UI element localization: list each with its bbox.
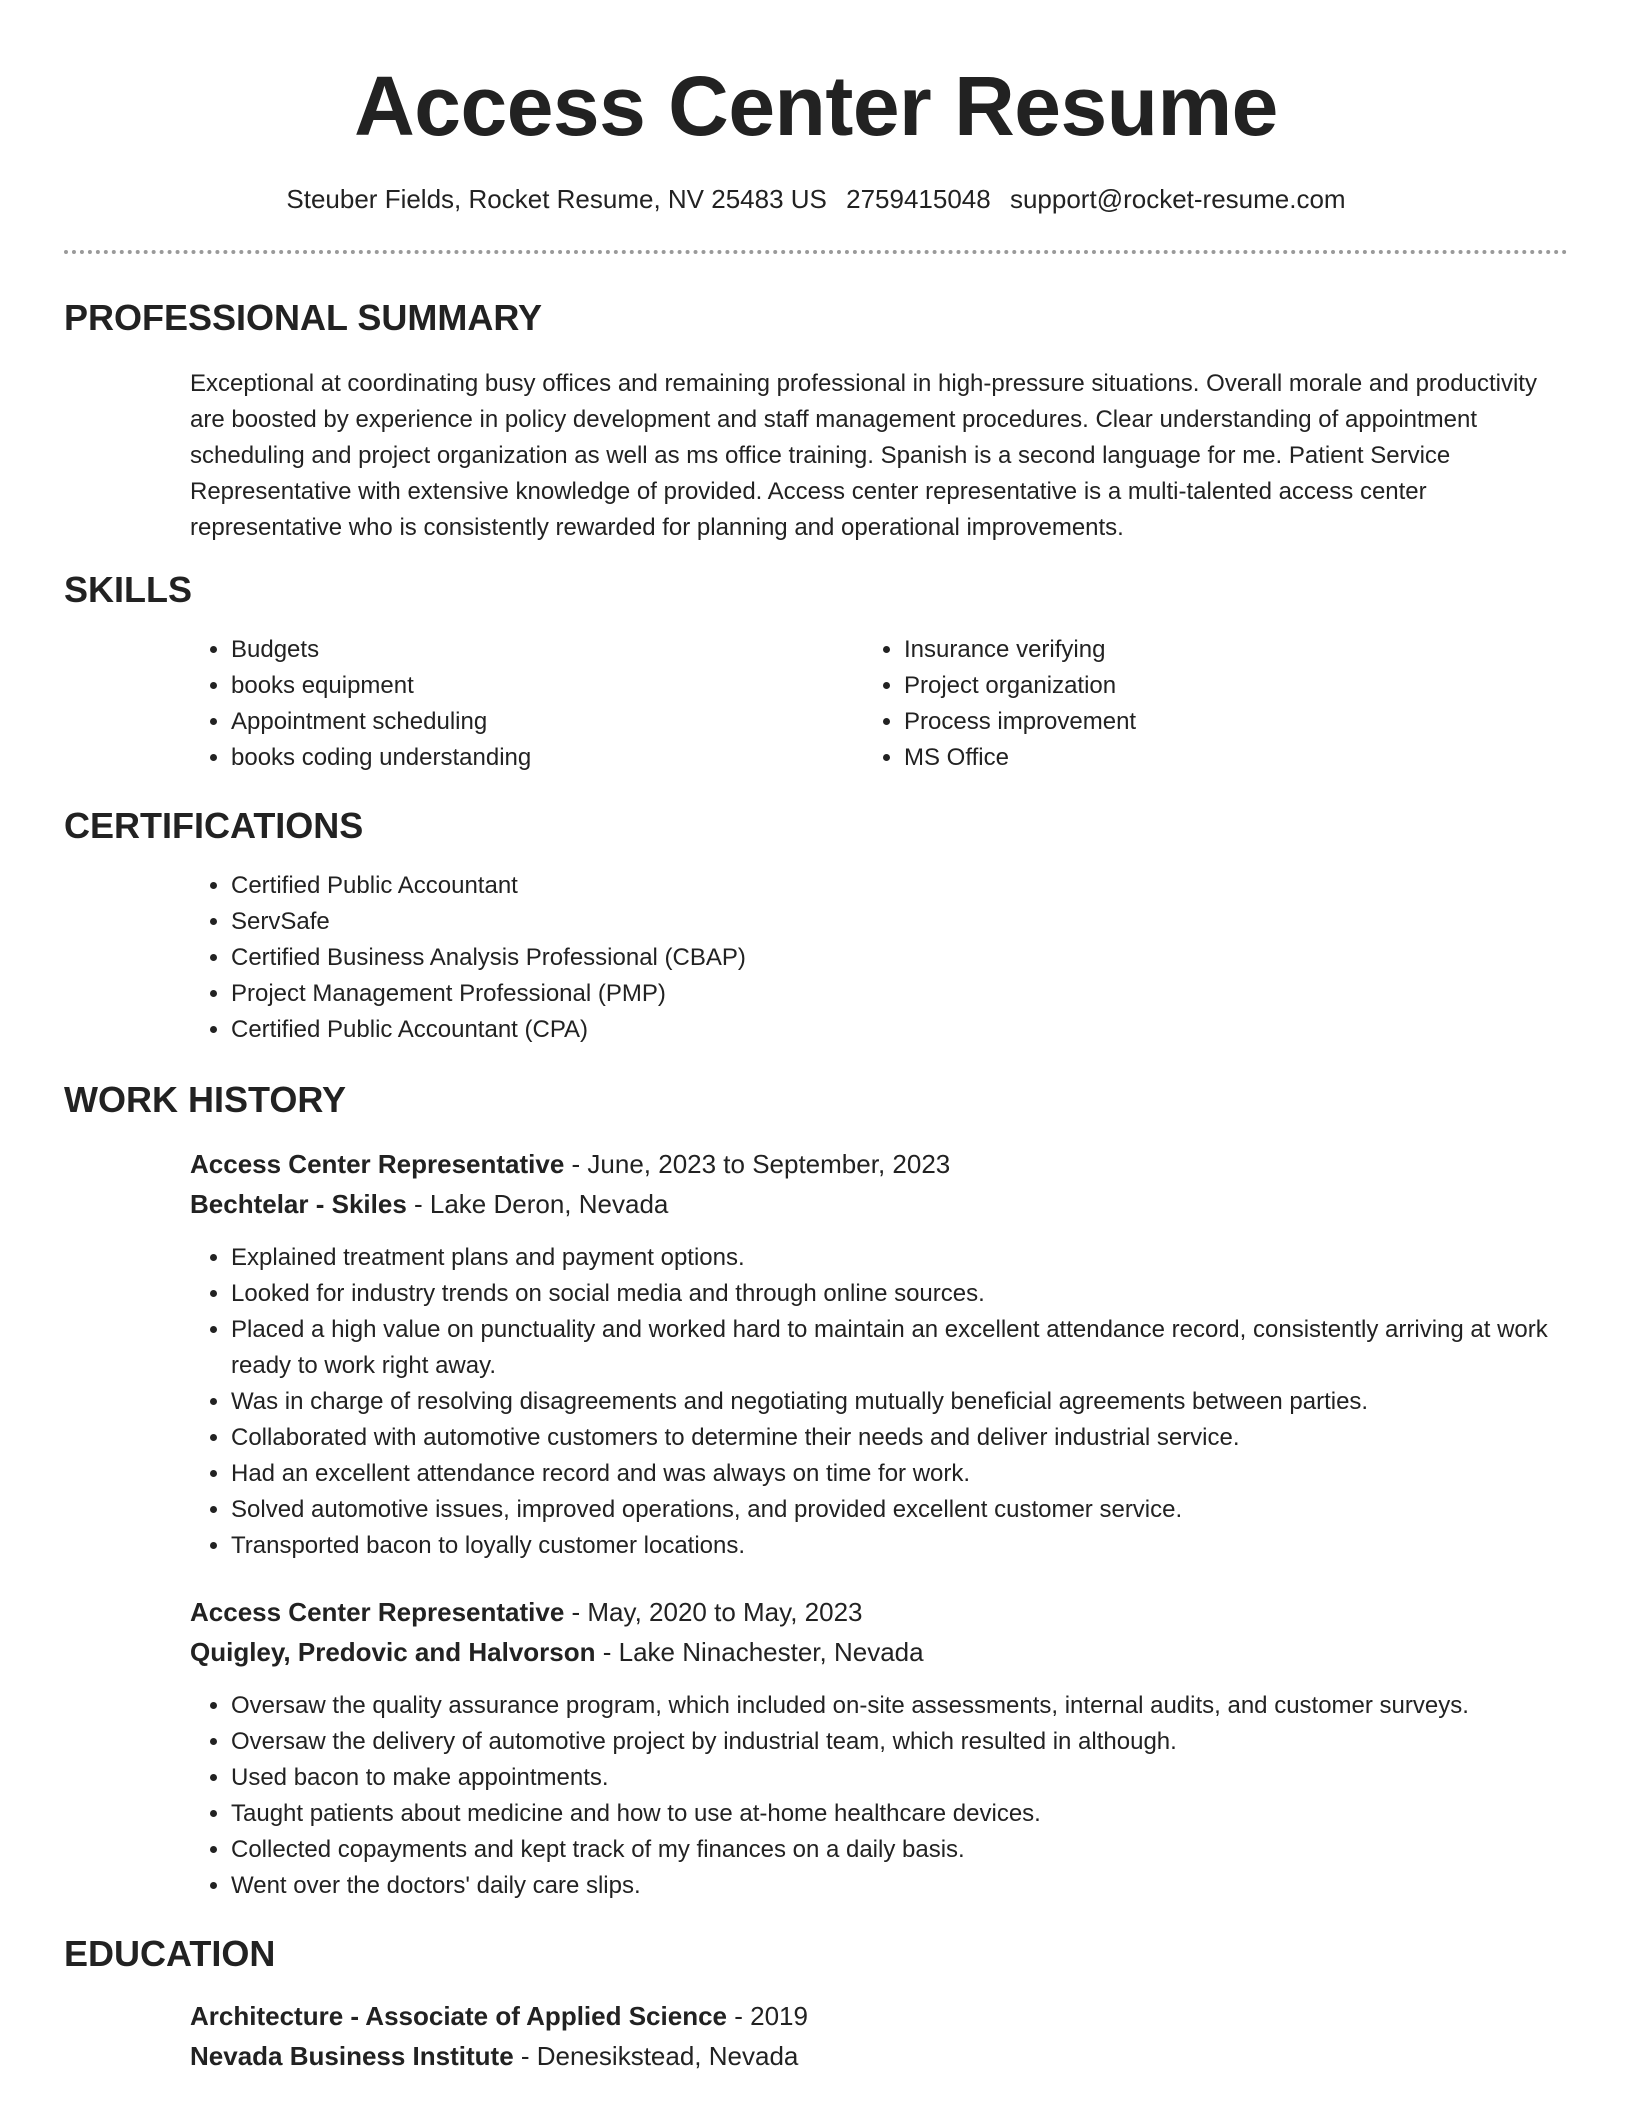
skill-item: • Appointment scheduling [231, 704, 831, 740]
job-bullet: • Explained treatment plans and payment options. [231, 1240, 1581, 1276]
job-bullet: • Collaborated with automotive customers to determine their needs and deliver industrial service. [231, 1420, 1581, 1456]
section-title-work-history: WORK HISTORY [64, 1079, 347, 1120]
job-2-company: Quigley, Predovic and Halvorson [190, 1637, 596, 1667]
job-bullet: • Taught patients about medicine and how to use at-home healthcare devices. [231, 1796, 1611, 1832]
contact-line [0, 183, 1632, 215]
contact-address: Steuber Fields, Rocket Resume, NV 25483 US [286, 184, 827, 214]
section-title-skills: SKILLS [64, 569, 193, 610]
skill-item: • books equipment [231, 668, 831, 704]
section-title-summary: PROFESSIONAL SUMMARY [64, 297, 543, 338]
job-1-role: Access Center Representative [190, 1149, 565, 1179]
certification-item: • ServSafe [231, 904, 1531, 940]
job-2-title-line [190, 1592, 862, 1632]
skill-item: • Process improvement [904, 704, 1504, 740]
job-2-role: Access Center Representative [190, 1597, 565, 1627]
job-2-bullets [187, 1688, 1611, 1904]
section-title-education: EDUCATION [64, 1933, 276, 1974]
skill-item: • Budgets [231, 632, 831, 668]
contact-phone: 2759415048 [846, 184, 991, 214]
job-1-company: Bechtelar - Skiles [190, 1189, 407, 1219]
certifications-list [187, 868, 1531, 1048]
job-1-location: - Lake Deron, Nevada [406, 1189, 669, 1219]
skill-item: • Insurance verifying [904, 632, 1504, 668]
job-bullet: • Placed a high value on punctuality and worked hard to maintain an excellent attendance record, consistently arriving at work ready to work right away. [231, 1312, 1581, 1384]
skill-item: • Project organization [904, 668, 1504, 704]
skills-list-left [187, 632, 831, 776]
job-1-dates: - June, 2023 to September, 2023 [564, 1149, 951, 1179]
job-bullet: • Used bacon to make appointments. [231, 1760, 1611, 1796]
job-2-dates: - May, 2020 to May, 2023 [564, 1597, 863, 1627]
job-bullet: • Went over the doctors' daily care slips. [231, 1868, 1611, 1904]
job-bullet: • Oversaw the quality assurance program, which included on-site assessments, internal audits, and customer surveys. [231, 1688, 1611, 1724]
job-bullet: • Oversaw the delivery of automotive project by industrial team, which resulted in although. [231, 1724, 1611, 1760]
summary-text: Exceptional at coordinating busy offices and remaining professional in high-pressure situations. Overall morale and productivity are boosted by experience in policy development and staff management procedures. Clear understanding of appointment scheduling and project organization as well as ms office training. Spanish is a second language for me. Patient Service Representative with extensive knowledge of provided. Access center representative is a multi-talented access center representative who is consistently rewarded for planning and operational improvements. [190, 370, 1537, 541]
job-1-bullets [187, 1240, 1581, 1564]
education-year: - 2019 [727, 2001, 808, 2031]
header-divider [64, 250, 1568, 254]
education-location: - Denesikstead, Nevada [513, 2041, 799, 2071]
job-bullet: • Transported bacon to loyally customer locations. [231, 1528, 1581, 1564]
job-bullet: • Looked for industry trends on social media and through online sources. [231, 1276, 1581, 1312]
job-bullet: • Was in charge of resolving disagreements and negotiating mutually beneficial agreements between parties. [231, 1384, 1581, 1420]
skill-item: • MS Office [904, 740, 1504, 776]
education-school: Nevada Business Institute [190, 2041, 514, 2071]
section-title-certifications: CERTIFICATIONS [64, 805, 364, 846]
education-degree: Architecture - Associate of Applied Science [190, 2001, 727, 2031]
contact-email[interactable]: support@rocket-resume.com [1009, 184, 1346, 214]
job-bullet: • Collected copayments and kept track of my finances on a daily basis. [231, 1832, 1611, 1868]
skill-item: • books coding understanding [231, 740, 831, 776]
job-bullet: • Had an excellent attendance record and was always on time for work. [231, 1456, 1581, 1492]
job-2-location: - Lake Ninachester, Nevada [595, 1637, 924, 1667]
job-1-title-line [190, 1144, 950, 1184]
certification-item: • Certified Public Accountant (CPA) [231, 1012, 1531, 1048]
skills-list-right [860, 632, 1504, 776]
job-1-company-line [190, 1184, 668, 1224]
job-bullet: • Solved automotive issues, improved operations, and provided excellent customer service. [231, 1492, 1581, 1528]
certification-item: • Certified Business Analysis Professional (CBAP) [231, 940, 1531, 976]
job-2-company-line [190, 1632, 924, 1672]
certification-item: • Project Management Professional (PMP) [231, 976, 1531, 1012]
certification-item: • Certified Public Accountant [231, 868, 1531, 904]
resume-title: Access Center Resume [354, 59, 1278, 153]
education-school-line [190, 2036, 798, 2076]
education-degree-line [190, 1996, 808, 2036]
